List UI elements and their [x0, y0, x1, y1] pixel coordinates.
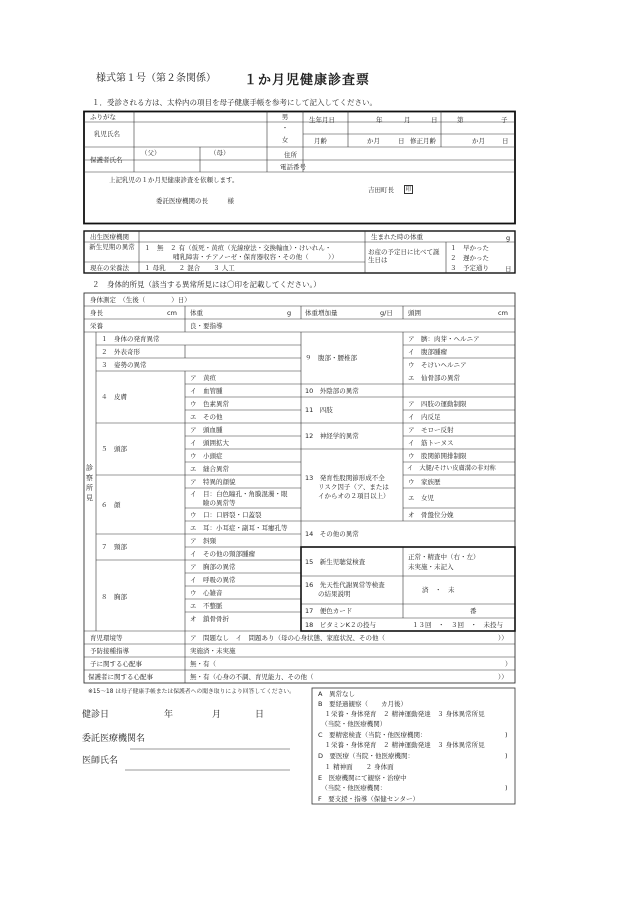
weight-gain-unit: g/日 — [380, 309, 393, 317]
item-15-result1[interactable]: 正常・精査中（右・左） — [408, 553, 480, 561]
parent-worry-close: ）） — [498, 673, 508, 681]
sex-dot: ・ — [281, 124, 289, 132]
height-unit: cm — [167, 309, 177, 317]
height-label: 身長 — [90, 309, 103, 317]
env-close: ）） — [498, 634, 508, 642]
item-4a[interactable]: ア 黄疸 — [190, 374, 216, 382]
clinic-name-label: 委託医療機関名 — [82, 734, 146, 744]
neonatal-line1[interactable]: １ 無 ２ 有（仮死・黄疸（光線療法・交換輸血）・けいれん・ — [144, 244, 332, 252]
sex-male[interactable]: 男 — [281, 113, 289, 121]
item-6b-cont: 瞼の異常等 — [190, 499, 236, 507]
doctor-name-field[interactable] — [125, 755, 290, 769]
head-circ-unit: cm — [498, 309, 508, 317]
child-worry-label: 子に関する心配事 — [90, 660, 142, 668]
item-9b[interactable]: イ 腹部腫瘤 — [408, 348, 447, 356]
item-6a[interactable]: ア 特異的顔貌 — [190, 478, 236, 486]
item-9d[interactable]: エ 仙骨部の異常 — [408, 374, 460, 382]
item-12c[interactable]: ウ 股関節開排制限 — [408, 452, 467, 460]
birth-order-prefix: 第 — [457, 116, 464, 124]
item-17-number-unit: 番 — [470, 607, 477, 615]
father-label: （父） — [141, 149, 161, 157]
item-9-abdomen: ９ 腹部・腰椎部 — [305, 354, 357, 362]
clinic-name-field[interactable] — [130, 733, 290, 748]
item-8a[interactable]: ア 胸部の異常 — [190, 563, 236, 571]
guardian-name-label: 保護者氏名 — [90, 156, 123, 164]
address-label: 住所 — [284, 151, 297, 159]
item-18-vitamin-k: 18 ビタミンK２の投与 — [305, 621, 377, 629]
item-13b[interactable]: ウ 家族歴 — [408, 478, 441, 486]
corrected-day-unit: 日 — [502, 137, 509, 145]
item-11-limbs: 11 四肢 — [305, 406, 333, 414]
item-13a[interactable]: イ 大腿/そけい皮膚溝の非対称 — [407, 465, 496, 472]
weight-label: 体重 — [190, 309, 203, 317]
due-on-time[interactable]: ３ 予定通り — [450, 264, 489, 272]
item-5c[interactable]: ウ 小頭症 — [190, 452, 223, 460]
sex-female[interactable]: 女 — [281, 136, 289, 144]
birth-year-unit: 年 — [376, 116, 383, 124]
phone-field[interactable] — [304, 161, 514, 171]
furigana-label: ふりがな — [90, 113, 116, 121]
item-5-head: ５ 頭部 — [101, 445, 127, 453]
vaccination-label: 予防接種指導 — [90, 647, 129, 655]
item-1[interactable]: １ 身体の発育異常 — [101, 335, 160, 343]
clinic-addressee: 委託医療機関の長 様 — [156, 197, 234, 205]
item-8d[interactable]: エ 不整脈 — [190, 602, 223, 610]
item-8c[interactable]: ウ 心雑音 — [190, 589, 223, 597]
corrected-age-label: 修正月齢 — [410, 137, 436, 145]
item-5d[interactable]: エ 縫合異常 — [190, 465, 229, 473]
item-8b[interactable]: イ 呼吸の異常 — [190, 576, 236, 584]
item-16-line2: の結果説明 — [318, 590, 351, 598]
item-13c[interactable]: エ 女児 — [408, 494, 434, 502]
birth-day-unit: 日 — [431, 116, 438, 124]
item-14[interactable]: 14 その他の異常 — [305, 530, 359, 538]
item-6d[interactable]: エ 耳：小耳症・副耳・耳瘻孔等 — [190, 524, 288, 532]
seal-stamp: 印 — [405, 186, 412, 193]
due-date-label: お産の予定日に比べて誕生日は — [368, 248, 440, 264]
infant-name-label: 乳児氏名 — [94, 130, 120, 138]
parent-worry-label: 保護者に関する心配事 — [88, 673, 153, 681]
doctor-name-label: 医師氏名 — [82, 756, 119, 766]
feeding-label: 現在の栄養法 — [90, 264, 129, 272]
item-13-line3: イからオの２項目以上） — [318, 492, 390, 500]
judgement-d-options: １ 精神面 ２ 身体面 — [318, 763, 394, 771]
due-early[interactable]: １ 早かった — [450, 244, 489, 252]
judgement-b-where: （当院・他医療機関） — [318, 720, 387, 728]
age-label: 月齢 — [314, 137, 327, 145]
page-title: １か月児健康診査票 — [244, 73, 371, 88]
form-number: 様式第１号（第２条関係） — [96, 73, 216, 84]
judgement-b[interactable]: B 要経過観察（ カ月後） — [318, 700, 407, 708]
item-9a[interactable]: ア 臍：肉芽・ヘルニア — [408, 335, 480, 343]
section2-title: ２ 身体的所見（該当する異常所見には〇印を記載してください。） — [92, 280, 321, 289]
child-worry-value[interactable]: 無・有（ — [190, 660, 216, 668]
item-4b[interactable]: イ 血管腫 — [190, 387, 223, 395]
judgement-e[interactable]: E 医療機関にて観察・治療中 — [318, 774, 407, 782]
exam-day-unit: 日 — [255, 710, 265, 720]
birthdate-label: 生年月日 — [309, 116, 335, 124]
item-7a[interactable]: ア 斜頸 — [190, 537, 216, 545]
env-value[interactable]: ア 問題なし イ 問題あり（母の心身状態、家庭状況、その他（ — [190, 634, 385, 642]
judgement-b-options: １栄養・身体発育 ２ 精神運動発達 ３ 身体異常所見 — [318, 710, 485, 718]
item-18-result[interactable]: １３回 ・ ３回 ・ 未投与 — [412, 621, 503, 629]
exam-date-label: 健診日 — [82, 710, 110, 720]
item-5a[interactable]: ア 頭血腫 — [190, 426, 223, 434]
judgement-c-options: １栄養・身体発育 ２ 精神運動発達 ３ 身体異常所見 — [318, 741, 485, 749]
item-12-neuro: 12 神経学的異常 — [305, 432, 359, 440]
item-8e[interactable]: オ 鎖骨骨折 — [190, 615, 229, 623]
neonatal-line2[interactable]: 哺乳障害・チアノーゼ・保育器収容・その他（ ）） — [173, 253, 338, 261]
due-days-unit: 日 — [505, 265, 512, 273]
birth-order-suffix: 子 — [501, 116, 508, 124]
item-6-face: ６ 顔 — [101, 501, 121, 509]
item-13-title: 13 発育性股関節形成不全 — [305, 474, 385, 482]
item-5b[interactable]: イ 頭囲拡大 — [190, 439, 229, 447]
item-11a[interactable]: ア 四肢の運動制限 — [408, 400, 467, 408]
item-17-stool-card: 17 便色カード — [305, 607, 353, 615]
item-13d[interactable]: オ 骨盤位分娩 — [408, 511, 454, 519]
age-day-unit: 日 — [398, 137, 405, 145]
feeding-options[interactable]: １ 母乳 ２ 混合 ３ 人工 — [144, 264, 235, 272]
item-4c[interactable]: ウ 色素異常 — [190, 400, 229, 408]
judgement-d[interactable]: D 要医療（当院・他医療機関： — [318, 752, 415, 760]
judgement-f[interactable]: F 要支援・指導（保健センター） — [318, 795, 419, 803]
item-15-hearing: 15 新生児聴覚検査 — [305, 558, 366, 566]
nutrition-value[interactable]: 良・要指導 — [190, 322, 223, 330]
item-3[interactable]: ３ 姿勢の異常 — [101, 361, 147, 369]
vaccination-value[interactable]: 実施済・未実施 — [190, 647, 236, 655]
item-7b[interactable]: イ その他の頸部腫瘤 — [190, 550, 255, 558]
item-4-skin: ４ 皮膚 — [101, 393, 127, 401]
item-6b[interactable]: イ 目：白色瞳孔・角膜混濁・眼 — [190, 490, 288, 498]
birth-month-unit: 月 — [404, 116, 411, 124]
item-10[interactable]: 10 外陰部の異常 — [305, 387, 359, 395]
request-text: 上記乳児の１か月児健康診査を依頼します。 — [109, 176, 239, 184]
item-16-result[interactable]: 済 ・ 未 — [422, 586, 455, 594]
item-13-line2: リスク因子（ア、または — [318, 483, 389, 491]
section1-title: １．受診される方は、太枠内の項目を母子健康手帳を参考にして記入してください。 — [92, 98, 377, 107]
judgement-e-close: ) — [505, 784, 508, 792]
age-months-unit: か月 — [367, 137, 380, 145]
weight-gain-label: 体重増加量 — [305, 309, 338, 317]
child-worry-close: ） — [505, 660, 512, 668]
judgement-a[interactable]: A 異常なし — [318, 690, 355, 698]
item-9c[interactable]: ウ そけいヘルニア — [408, 361, 467, 369]
findings-side-label: 診察所見 — [86, 464, 93, 502]
birth-weight-unit: g — [506, 234, 511, 242]
env-label: 育児環境等 — [90, 634, 123, 642]
item-7-neck: ７ 頸部 — [101, 543, 127, 551]
exam-year-unit: 年 — [164, 710, 174, 720]
infant-name-field[interactable] — [135, 123, 266, 146]
measure-label: 身体測定 （生後（ ）日） — [90, 296, 191, 304]
item-11b[interactable]: イ 内反足 — [408, 413, 441, 421]
head-circ-label: 頭囲 — [408, 309, 421, 317]
item-4d[interactable]: エ その他 — [190, 413, 223, 421]
due-late[interactable]: ２ 遅かった — [450, 254, 489, 262]
weight-unit: g — [287, 309, 292, 317]
judgement-e-where: （当院・他医療機関： — [318, 784, 387, 792]
item-12a[interactable]: ア モロー反射 — [408, 426, 454, 434]
judgement-c[interactable]: C 要精密検査（当院・他医療機関： — [318, 731, 427, 739]
neonatal-label: 新生児期の異常 — [89, 243, 135, 251]
item-12b[interactable]: イ 筋トーヌス — [408, 439, 454, 447]
mother-label: （母） — [210, 149, 230, 157]
address-field[interactable] — [304, 148, 514, 159]
item-16-metabolic: 16 先天性代謝異常等検査 — [305, 581, 385, 589]
item-15-result2[interactable]: 未実施・未記入 — [408, 563, 454, 571]
judgement-c-close: ) — [505, 731, 508, 739]
judgement-d-close: ) — [505, 752, 508, 760]
mayor-label: 吉田町長 — [368, 186, 394, 194]
birth-weight-label: 生まれた時の体重 — [371, 233, 423, 241]
birth-facility-label: 出生医療機関 — [90, 233, 129, 241]
item-6c[interactable]: ウ 口：口唇裂・口蓋裂 — [190, 511, 262, 519]
phone-label: 電話番号 — [280, 163, 306, 171]
nutrition-label: 栄養 — [90, 322, 103, 330]
exam-month-unit: 月 — [212, 710, 222, 720]
item-2[interactable]: ２ 外表奇形 — [101, 348, 140, 356]
item-8-chest: ８ 胸部 — [101, 593, 127, 601]
parent-worry-value[interactable]: 無・有（心身の不調、育児能力、その他（ — [190, 673, 314, 681]
footnote: ※15～18 は母子健康手帳または保護者への聞き取りにより回答してください。 — [88, 689, 295, 695]
corrected-months-unit: か月 — [472, 137, 485, 145]
